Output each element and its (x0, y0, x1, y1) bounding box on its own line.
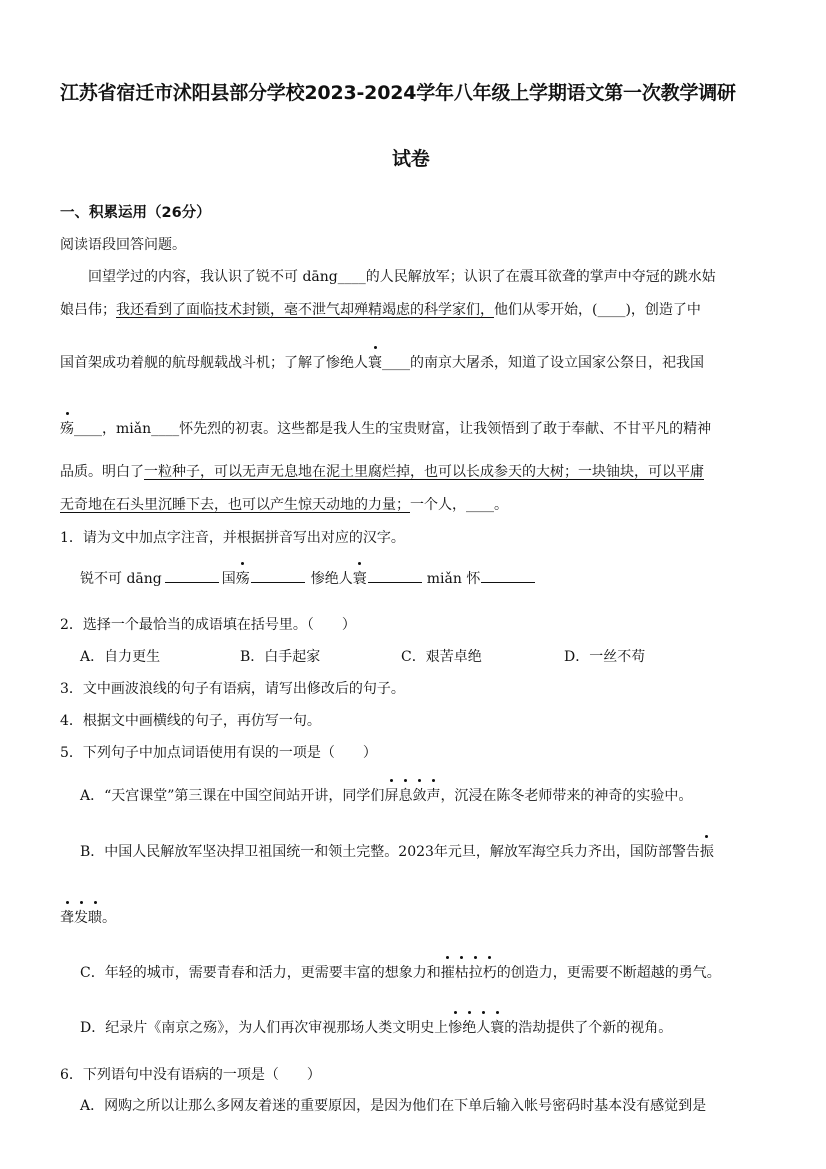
dotted-word (60, 910, 102, 926)
q2-option-c[interactable]: C．艰苦卓绝 (401, 649, 482, 665)
option-text: D．纪录片《南京之殇》，为人们再次审视那场人类文明史上 (80, 1020, 449, 1036)
q2-option-d[interactable]: D．一丝不苟 (564, 649, 646, 665)
answer-blank[interactable] (368, 568, 422, 583)
dotted-word (384, 788, 440, 804)
option-text: ，沉浸在陈冬老师带来的神奇的实验中。 (440, 788, 693, 804)
passage-text: 一个人，____。 (410, 497, 508, 513)
passage-text: ____，miǎn____怀先烈的初衷。这些都是我人生的宝贵财富，让我领悟到了敢于奉献、不甘平凡的精神 (74, 421, 712, 437)
q6-option-a[interactable]: A．网购之所以让那么多网友着迷的重要原因，是因为他们在下单后输入帐号密码时基本没有感觉到是 (80, 1098, 707, 1114)
q5-option-c[interactable] (80, 962, 721, 982)
option-text: 。 (102, 910, 116, 926)
dotted-char: 振 (700, 841, 714, 861)
passage-text: 他们从零开始，(____)，创造了中 (494, 302, 701, 318)
question-1: 1．请为文中加点字注音，并根据拼音写出对应的汉字。 (60, 530, 405, 546)
q5-option-b-cont (60, 907, 116, 927)
answer-blank[interactable] (165, 568, 219, 583)
dotted-char: 敛 (412, 785, 426, 805)
dotted-char: 寰 (368, 352, 382, 372)
answer-blank[interactable] (481, 568, 535, 583)
q1-item: 国 (221, 571, 236, 587)
underlined-sentence: 我还看到了面临技术封锁，毫不泄气却殚精竭虑的科学家们， (116, 302, 494, 318)
dotted-char: 聩 (88, 907, 102, 927)
dotted-word (448, 1020, 504, 1036)
dotted-char: 屏 (384, 785, 398, 805)
option-text: A．“天宫课堂”第三课在中国空间站开讲，同学们 (80, 788, 385, 804)
dotted-char: 人 (476, 1017, 490, 1037)
passage-text: ____的南京大屠杀，知道了设立国家公祭日，祀我国 (382, 355, 704, 371)
dotted-char: 声 (426, 785, 440, 805)
dotted-char: 拉 (469, 962, 483, 982)
q1-answers (80, 568, 535, 588)
answer-blank[interactable] (251, 568, 305, 583)
dotted-char: 朽 (483, 962, 497, 982)
section-heading: 一、积累运用（26分） (60, 205, 211, 221)
passage-intro: 阅读语段回答问题。 (60, 237, 186, 253)
dotted-char: 殇 (236, 568, 250, 588)
q5-option-a[interactable] (80, 785, 692, 805)
dotted-char: 惨 (448, 1017, 462, 1037)
question-4: 4．根据文中画横线的句子，再仿写一句。 (60, 713, 321, 729)
dotted-char: 寰 (490, 1017, 504, 1037)
q5-option-d[interactable] (80, 1017, 672, 1037)
underlined-sentence: 一粒种子，可以无声无息地在泥土里腐烂掉，也可以长成参天的大树；一块铀块，可以平庸 (144, 464, 704, 480)
q5-option-b[interactable] (80, 841, 714, 861)
passage-text: 国首架成功着舰的航母舰载战斗机；了解了惨绝人 (60, 355, 368, 371)
dotted-char: 聋 (60, 907, 74, 927)
passage-text: 品质。明白了 (60, 464, 144, 480)
option-text: B．中国人民解放军坚决捍卫祖国统一和领土完整。2023年元旦，解放军海空兵力齐出，国防部警告 (80, 844, 700, 860)
underlined-sentence: 无奇地在石头里沉睡下去，也可以产生惊天动地的力量； (60, 497, 410, 513)
option-text: 的浩劫提供了个新的视角。 (504, 1020, 673, 1036)
doc-title-line2: 试卷 (392, 148, 430, 170)
question-5: 5．下列句子中加点词语使用有误的一项是（ ） (60, 745, 377, 761)
dotted-char: 绝 (462, 1017, 476, 1037)
option-text: C．年轻的城市，需要青春和活力，更需要丰富的想象力和 (80, 965, 441, 981)
dotted-char: 殇 (60, 418, 74, 438)
dotted-char: 枯 (455, 962, 469, 982)
passage-line (60, 461, 704, 481)
passage-line (60, 494, 508, 514)
q2-option-a[interactable]: A．自力更生 (80, 649, 161, 665)
passage-line: 回望学过的内容，我认识了锐不可 dāng____的人民解放军；认识了在震耳欲聋的掌声中夺冠的跳水姑 (88, 269, 716, 285)
q1-item: miǎn 怀 (426, 571, 481, 587)
dotted-char: 息 (398, 785, 412, 805)
dotted-char: 发 (74, 907, 88, 927)
passage-line (60, 299, 701, 319)
passage-line (60, 418, 711, 438)
q1-item: 惨绝人 (310, 571, 353, 587)
passage-line (60, 352, 704, 372)
question-3: 3．文中画波浪线的句子有语病，请写出修改后的句子。 (60, 681, 405, 697)
dotted-char: 寰 (353, 568, 367, 588)
q2-option-b[interactable]: B．白手起家 (240, 649, 321, 665)
option-text: 的创造力，更需要不断超越的勇气。 (496, 965, 721, 981)
q1-item: 锐不可 dāng (80, 571, 162, 587)
dotted-char: 摧 (441, 962, 455, 982)
passage-text: 娘吕伟； (60, 302, 116, 318)
doc-title-line1: 江苏省宿迁市沭阳县部分学校2023-2024学年八年级上学期语文第一次教学调研 (60, 82, 736, 104)
dotted-word (441, 965, 497, 981)
question-2: 2．选择一个最恰当的成语填在括号里。（ ） (60, 617, 356, 633)
question-6: 6．下列语句中没有语病的一项是（ ） (60, 1067, 321, 1083)
